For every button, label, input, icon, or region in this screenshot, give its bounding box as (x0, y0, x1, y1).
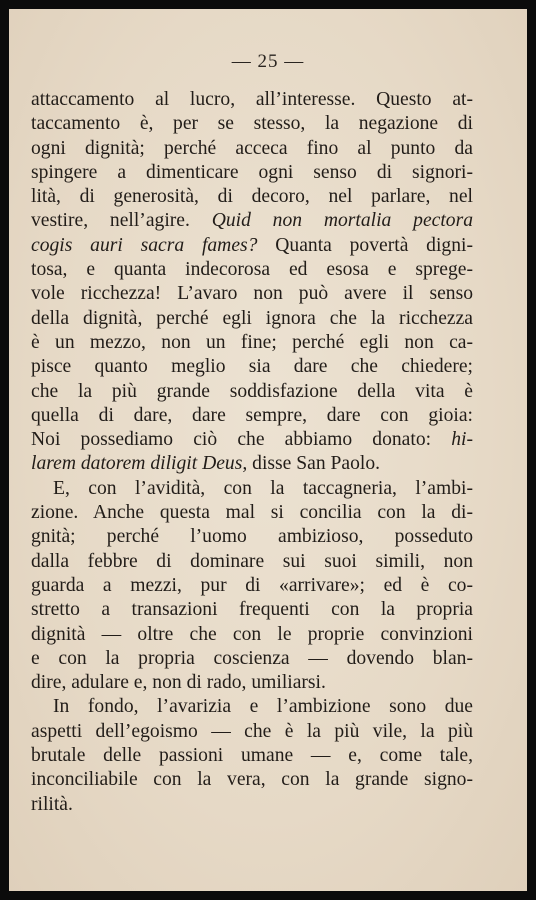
text-line: vestire, nell’agire. Quid non mortalia pectora (31, 210, 474, 232)
text-line: brutale delle passioni umane — e, come tale, (31, 745, 473, 767)
latin-quote: hi- (451, 429, 473, 451)
text-line: tosa, e quanta indecorosa ed esosa e sprege- (31, 259, 473, 281)
text-line: Noi possediamo ciò che abbiamo donato: hi- (31, 429, 473, 451)
text-line: attaccamento al lucro, all’interesse. Questo at- (31, 89, 473, 110)
text-line: è un mezzo, non un fine; perché egli non ca- (31, 331, 473, 353)
text-line: e con la propria coscienza — dovendo blan- (31, 647, 473, 669)
book-page (9, 9, 527, 891)
text-line: spingere a dimenticare ogni senso di signori- (31, 161, 473, 183)
body-text (31, 88, 473, 817)
text-line: taccamento è, per se stesso, la negazione di (31, 113, 473, 135)
text-line: zione. Anche questa mal si concilia con la di- (31, 502, 473, 524)
text-line: inconciliabile con la vera, con la grande signo- (31, 769, 473, 791)
text-line: aspetti dell’egoismo — che è la più vile, la più (31, 720, 473, 742)
text-line: ogni dignità; perché acceca fino al punto da (31, 137, 473, 159)
latin-quote: larem datorem diligit Deus, (31, 453, 248, 475)
text-line: guarda a mezzi, pur di «arrivare»; ed è co- (31, 574, 473, 596)
text-line: della dignità, perché egli ignora che la ricchezza (31, 307, 473, 329)
text-line: dire, adulare e, non di rado, umiliarsi. (31, 672, 326, 694)
text-line: stretto a transazioni frequenti con la propria (31, 599, 473, 621)
text-line: lità, di generosità, di decoro, nel parlare, nel (31, 186, 473, 208)
latin-quote: Quid non mortalia pectora (211, 210, 474, 232)
text-line: pisce quanto meglio sia dare che chiedere; (31, 356, 473, 378)
text-line: rilità. (31, 793, 73, 815)
text-line: dalla febbre di dominare sui suoi simili, non (31, 550, 473, 572)
text-line: quella di dare, dare sempre, dare con gioia: (31, 404, 473, 426)
page-number: — 25 — (231, 51, 305, 72)
text-line: E, con l’avidità, con la taccagneria, l’ambi- (53, 477, 473, 499)
text-line: che la più grande soddisfazione della vita è (31, 380, 473, 402)
text-line: cogis auri sacra fames? Quanta povertà digni- (31, 234, 473, 256)
text-line: vole ricchezza! L’avaro non può avere il senso (31, 283, 473, 305)
latin-quote: cogis auri sacra fames? (31, 234, 258, 256)
text-line: dignità — oltre che con le proprie convinzioni (31, 623, 473, 645)
text-line: gnità; perché l’uomo ambizioso, posseduto (31, 526, 473, 548)
text-line: In fondo, l’avarizia e l’ambizione sono due (53, 696, 473, 718)
text-line: larem datorem diligit Deus, disse San Paolo. (31, 453, 381, 475)
